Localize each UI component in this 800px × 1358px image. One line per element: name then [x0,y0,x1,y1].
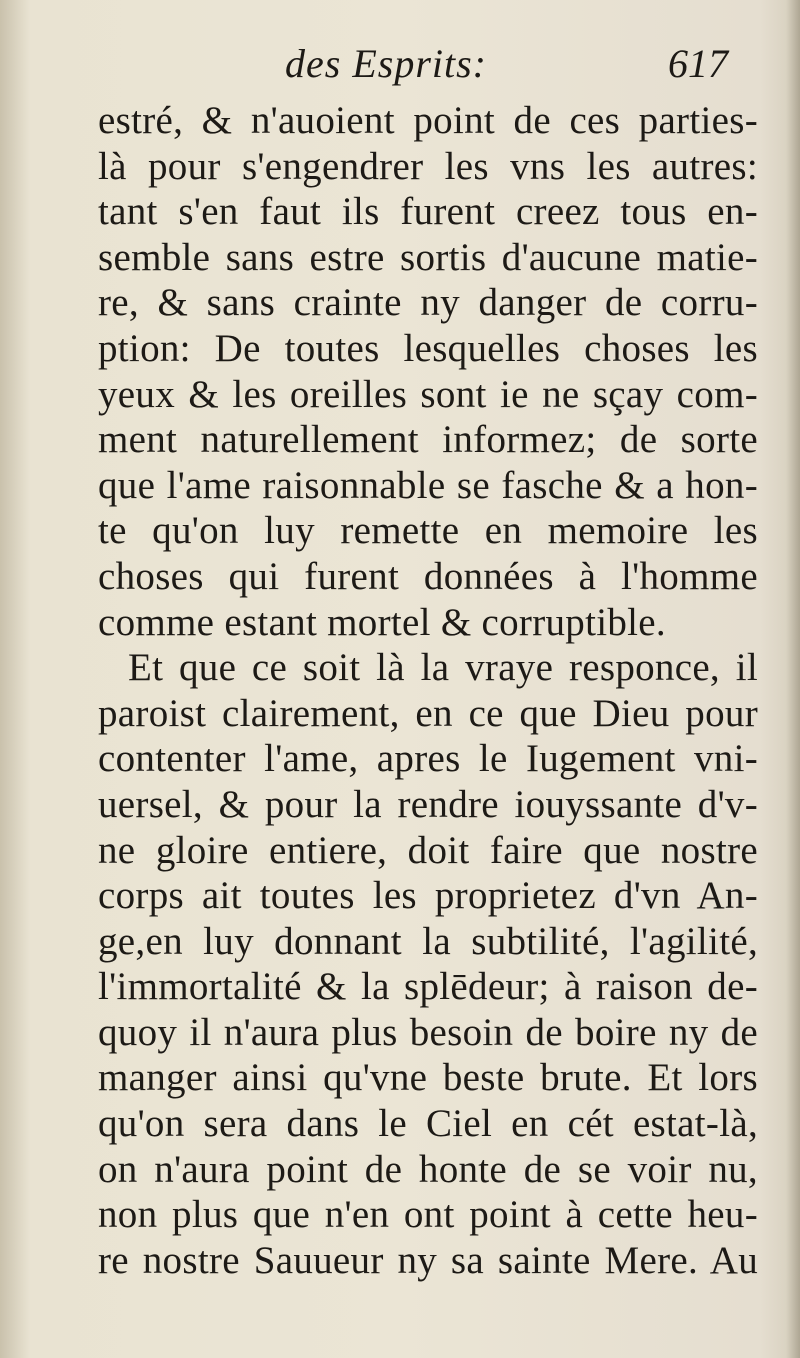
text-line: Et que ce soit là la vraye responce, il [128,646,758,690]
text-line: ge,en luy donnant la subtilité, l'agilité, [98,919,758,963]
text-line: ne gloire entiere, doit faire que nostre [98,828,758,872]
body-text [98,98,758,1283]
text-line: paroist clairement, en ce que Dieu pour [98,691,758,735]
page-edge-shadow [786,0,800,1358]
text-line: corps ait toutes les proprietez d'vn An- [98,874,758,918]
text-line: qu'on sera dans le Ciel en cét estat-là, [98,1102,758,1146]
text-line: là pour s'engendrer les vns les autres: [98,144,758,188]
page-header [0,40,800,100]
text-line: re, & sans crainte ny danger de corru- [98,281,758,325]
text-line: ption: De toutes lesquelles choses les [98,326,758,370]
text-line: yeux & les oreilles sont ie ne sçay com- [98,372,758,416]
text-line: l'immortalité & la splēdeur; à raison de- [98,965,758,1009]
text-line: ment naturellement informez; de sorte [98,418,758,462]
running-head: des Esprits: [285,41,487,86]
text-line: re nostre Sauueur ny sa sainte Mere. Au [98,1238,758,1282]
text-line: on n'aura point de honte de se voir nu, [98,1147,758,1191]
text-line: que l'ame raisonnable se fasche & a hon- [98,463,758,507]
text-line: estré, & n'auoient point de ces parties- [98,99,758,142]
text-line: uersel, & pour la rendre iouyssante d'v- [98,782,758,826]
text-line: non plus que n'en ont point à cette heu- [98,1193,758,1237]
text-line: contenter l'ame, apres le Iugement vni- [98,737,758,781]
page-number: 617 [668,41,728,86]
text-line: quoy il n'aura plus besoin de boire ny de [98,1010,758,1054]
text-line: semble sans estre sortis d'aucune matie- [98,235,758,279]
text-line: comme estant mortel & corruptible. [98,600,666,644]
text-line: choses qui furent données à l'homme [98,554,758,598]
text-line: tant s'en faut ils furent creez tous en- [98,190,758,234]
text-line: te qu'on luy remette en memoire les [98,509,758,553]
text-line: manger ainsi qu'vne beste brute. Et lors [98,1056,758,1100]
